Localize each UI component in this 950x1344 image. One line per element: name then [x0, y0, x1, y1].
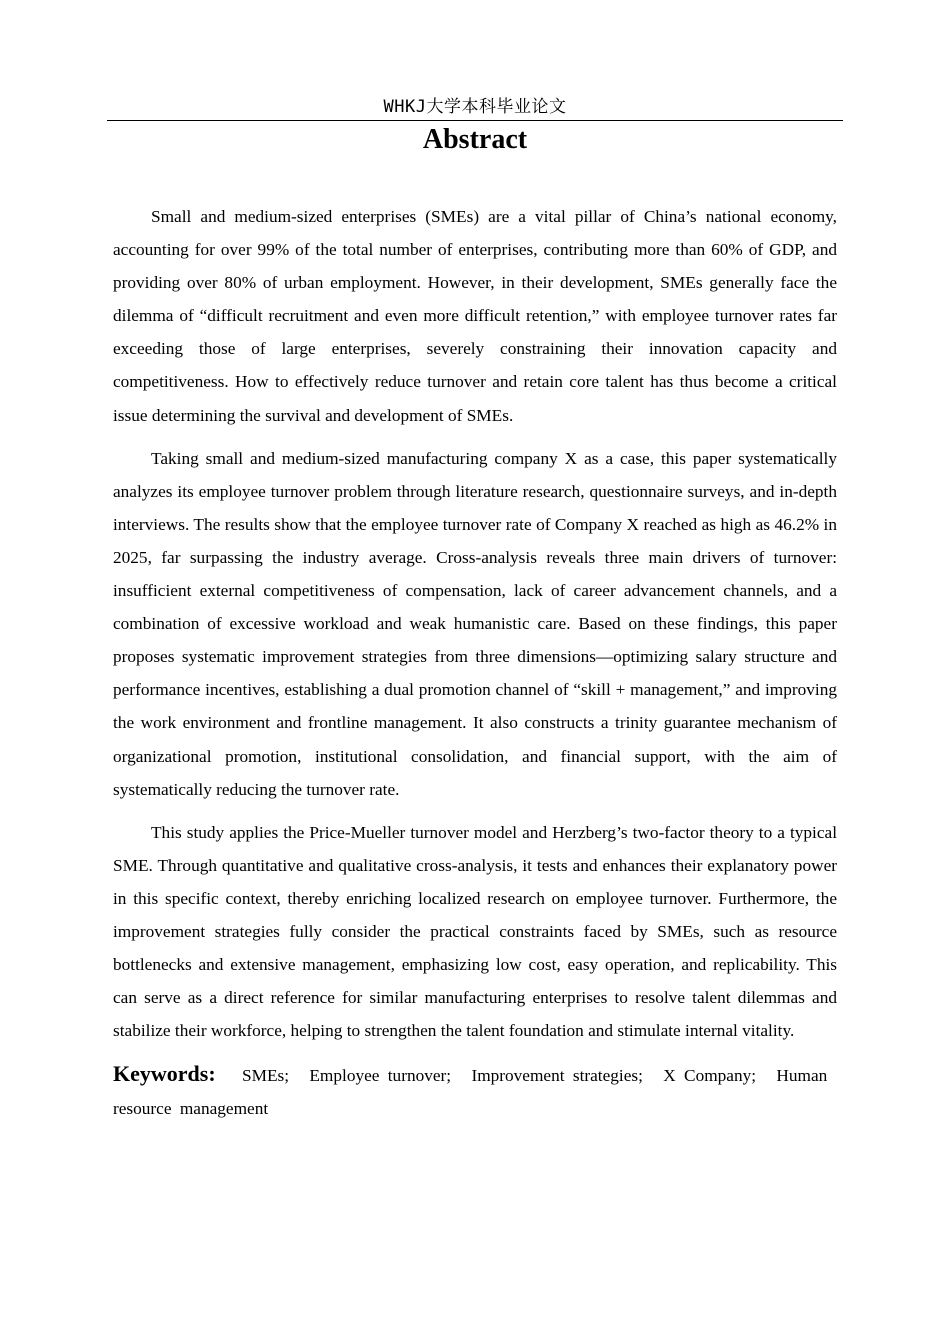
keywords-section: [113, 1057, 837, 1125]
page-header: [107, 94, 843, 121]
keyword-item: Improvement strategies;: [471, 1066, 643, 1086]
keyword-item: SMEs;: [241, 1066, 290, 1086]
abstract-paragraph: Taking small and medium-sized manufacturing company X as a case, this paper systematically analyzes its employee turnover problem through literature research, questionnaire surveys, and in-depth interviews. The results show that the employee turnover rate of Company X reached as high as 46.2% in 2025, far surpassing the industry average. Cross-analysis reveals three main drivers of turnover: insufficient external competitiveness of compensation, lack of career advancement channels, and a combination of excessive workload and weak humanistic care. Based on these findings, this paper proposes systematic improvement strategies from three dimensions—optimizing salary structure and performance incentives, establishing a dual promotion channel of “skill + management,” and improving the work environment and frontline management. It also constructs a trinity guarantee mechanism of organizational promotion, institutional consolidation, and financial support, with the aim of systematically reducing the turnover rate.: [113, 448, 837, 799]
abstract-body: [113, 200, 837, 1125]
keyword-item: X Company;: [663, 1066, 757, 1086]
keywords-label: Keywords:: [113, 1061, 216, 1087]
page-header-text: WHKJ大学本科毕业论文: [383, 97, 567, 117]
abstract-paragraph: Small and medium-sized enterprises (SMEs) are a vital pillar of China’s national economy, accounting for over 99% of the total number of enterprises, contributing more than 60% of GDP, and providing over 80% of urban employment. However, in their development, SMEs generally face the dilemma of “difficult recruitment and even more difficult retention,” with employee turnover rates far exceeding those of large enterprises, severely constraining their innovation capacity and competitiveness. How to effectively reduce turnover and retain core talent has thus become a critical issue determining the survival and development of SMEs.: [113, 207, 837, 425]
page-title: Abstract: [422, 124, 528, 155]
keyword-item: Human resource management: [113, 1066, 828, 1119]
abstract-paragraph: This study applies the Price-Mueller turnover model and Herzberg’s two-factor theory to a typical SME. Through quantitative and qualitative cross-analysis, it tests and enhances their explanatory power in this specific context, thereby enriching localized research on employee turnover. Furthermore, the improvement strategies fully consider the practical constraints faced by SMEs, such as resource bottlenecks and extensive management, emphasizing low cost, easy operation, and replicability. This can serve as a direct reference for similar manufacturing enterprises to resolve talent dilemmas and stabilize their workforce, helping to strengthen the talent foundation and stimulate internal vitality.: [113, 822, 837, 1041]
keyword-item: Employee turnover;: [309, 1066, 452, 1086]
